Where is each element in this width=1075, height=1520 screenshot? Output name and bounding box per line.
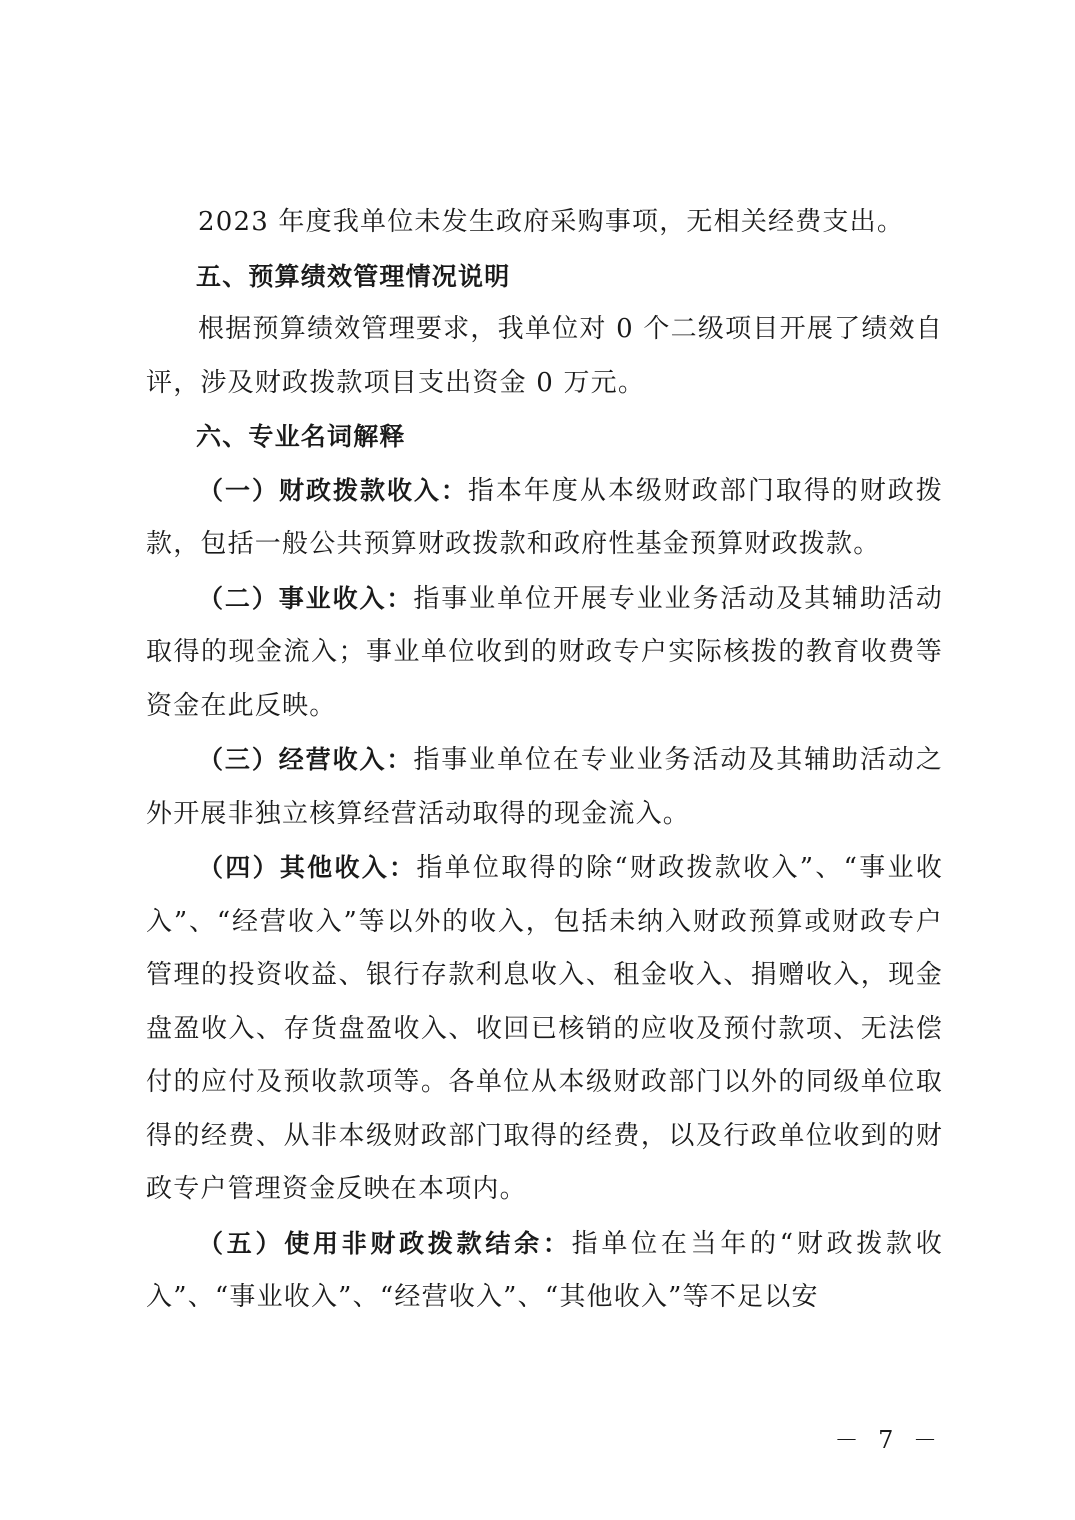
definition-text: 指单位取得的除“财政拨款收入”、“事业收入”、“经营收入”等以外的收入，包括未纳入财政预算或财政专户管理的投资收益、银行存款利息收入、租金收入、捐赠收入，现金盘盈收入、存货盘盈收入、收回已核销的应收及预付款项、无法偿付的应付及预收款项等。各单位从本级财政部门以外的同级单位取得的经费、从非本级财政部门取得的经费，以及行政单位收到的财政专户管理资金反映在本项内。 [146,853,943,1204]
definition-operating-income [146,733,943,841]
document-body [146,196,943,1325]
procurement-paragraph: 2023 年度我单位未发生政府采购事项，无相关经费支出。 [198,207,905,237]
definition-other-income [146,841,943,1217]
section-heading-budget-performance: 五、预算绩效管理情况说明 [196,261,511,291]
definition-text: 指事业单位开展专业业务活动及其辅助活动取得的现金流入；事业单位收到的财政专户实际核拨的教育收费等资金在此反映。 [146,583,943,721]
budget-performance-paragraph: 根据预算绩效管理要求，我单位对 0 个二级项目开展了绩效自评，涉及财政拨款项目支出资金 0 万元。 [146,314,943,398]
definition-text: 指本年度从本级财政部门取得的财政拨款，包括一般公共预算财政拨款和政府性基金预算财政拨款。 [146,475,943,559]
definition-term: （四）其他收入： [198,853,417,882]
definition-term: （五）使用非财政拨款结余： [198,1228,572,1258]
definition-term: （三）经营收入： [198,745,414,774]
definition-fiscal-appropriation-income [146,464,943,572]
definition-term: （二）事业收入： [198,583,414,613]
definition-text: 指事业单位在专业业务活动及其辅助活动之外开展非独立核算经营活动取得的现金流入。 [146,745,943,829]
definition-term: （一）财政拨款收入： [198,475,468,505]
definition-non-fiscal-balance [146,1217,943,1325]
page-number: － 7 － [834,1426,943,1454]
definition-text: 指单位在当年的“财政拨款收入”、“事业收入”、“经营收入”、“其他收入”等不足以安 [146,1228,943,1312]
definition-business-income [146,572,943,734]
section-heading-terms: 六、专业名词解释 [196,422,406,451]
